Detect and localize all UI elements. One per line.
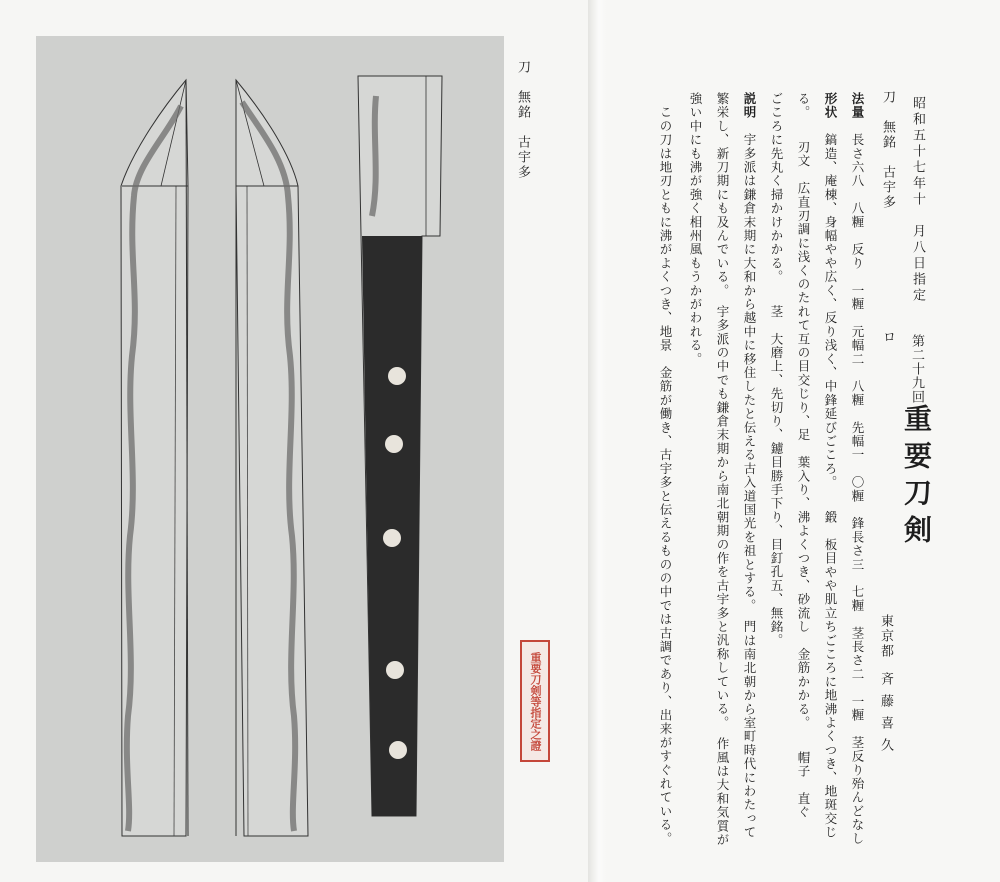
edition-number: 第二十九回 [909, 334, 924, 404]
body-line-7: 強い中にも沸が強く相州風もうかがわれる。 [688, 92, 703, 366]
mekugi-ana-4 [386, 661, 404, 679]
book-gutter [588, 0, 606, 882]
red-seal-stamp: 重要刀剣等指定之證 [520, 640, 550, 762]
plate-caption: 刀 無銘 古宇多 [515, 60, 530, 180]
mekugi-ana-2 [385, 435, 403, 453]
page-title: 重要刀剣 [900, 404, 933, 552]
sword-title: 刀 無銘 古宇多 [880, 90, 895, 210]
mekugi-ana-1 [388, 367, 406, 385]
body-line-6: 繁栄し、新刀期にも及んでいる。 宇多派の中でも鎌倉末期から南北朝期の作を古宇多と汎称している。 作風は大和気質が [715, 92, 730, 847]
sword-oshigata-plate [36, 36, 504, 862]
mekugi-ana-3 [383, 529, 401, 547]
sword-drawing [36, 36, 504, 862]
owner-prefecture: 東京都 [878, 614, 893, 659]
body-line-5: 説明 宇多派は鎌倉末期に大和から越中に移住したと伝える古入道国光を祖とする。 門は南北朝から室町時代にわたって [742, 92, 757, 840]
label-keijou: 形状 [823, 92, 838, 120]
ro-mark: ロ [880, 330, 895, 343]
mekugi-ana-5 [389, 741, 407, 759]
blade-ura [236, 80, 308, 836]
owner-name: 斉藤喜久 [878, 672, 893, 760]
body-line-1: 法量 長さ六八 八糎 反り 一糎 元幅二 八糎 先幅一 〇糎 鋒長さ三 七糎 茎長さ二 一糎 茎反り殆んどなし [850, 92, 865, 846]
blade-omote [121, 80, 188, 836]
tang-rubbing [358, 76, 442, 816]
body-line-2: 形状 鎬造、庵棟、身幅やや広く、反り浅く、中鋒延びごころ。 鍛 板目やや肌立ちごころに地沸よくつき、地斑交じ [823, 92, 838, 840]
label-setsumei: 説明 [742, 92, 757, 120]
body-line-8: この刀は地刃ともに沸がよくつき、地景 金筋が働き、古宇多と伝えるものの中では古調であり、出来がすぐれている。 [658, 92, 673, 846]
body-line-3: る。 刃文 広直刃調に浅くのたれて互の目交じり、足 葉入り、沸よくつき、砂流し 金筋かかる。 帽子 直ぐ [796, 92, 811, 820]
designation-date: 昭和五十七年十 月八日指定 [910, 96, 925, 304]
body-line-4: ごころに先丸く掃かけかかる。 茎 大磨上、先切り、鑢目勝手下り、目釘孔五、無銘。 [769, 92, 784, 648]
label-houryou: 法量 [850, 92, 865, 120]
